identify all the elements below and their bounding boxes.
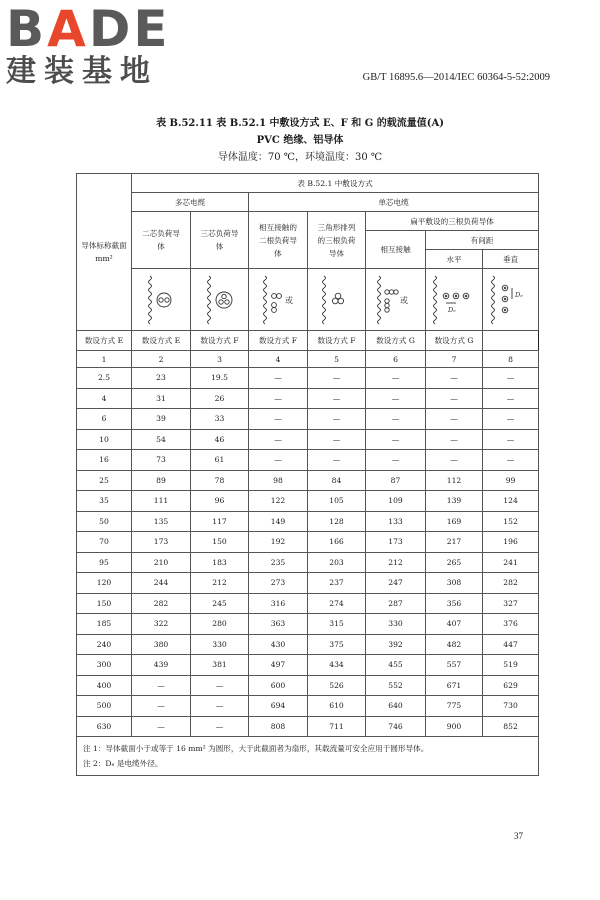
ampacity-cell: 84 (308, 470, 366, 491)
table-title: 表 B.52.11 表 B.52.1 中敷设方式 E、F 和 G 的载流量值(A) (156, 118, 444, 129)
diagram-vertical-spaced-icon (483, 269, 539, 331)
ampacity-cell: — (132, 696, 191, 717)
ampacity-cell: 381 (191, 655, 249, 676)
header-vertical: 垂直 (483, 250, 539, 269)
ampacity-cell: 447 (483, 634, 539, 655)
method-label: 数设方式 F (249, 331, 308, 351)
ampacity-cell: 150 (191, 532, 249, 553)
ampacity-cell: 26 (191, 388, 249, 409)
cross-section-cell: 240 (77, 634, 132, 655)
diagram-touching-two-icon (249, 269, 308, 331)
cross-section-cell: 150 (77, 593, 132, 614)
note-2: 注 2：Dₑ 是电缆外径。 (83, 759, 163, 768)
table-body (77, 368, 539, 737)
ampacity-cell: 265 (426, 552, 483, 573)
ampacity-cell: 196 (483, 532, 539, 553)
ampacity-cell: 54 (132, 429, 191, 450)
ampacity-cell: 316 (249, 593, 308, 614)
table-title-block (0, 116, 600, 165)
ampacity-cell: 135 (132, 511, 191, 532)
ampacity-cell: 133 (366, 511, 426, 532)
ampacity-cell: 23 (132, 368, 191, 389)
header-trefoil-three: 三角形排列的三根负荷导体 (308, 212, 366, 269)
cross-section-cell: 50 (77, 511, 132, 532)
ampacity-cell: — (308, 429, 366, 450)
ampacity-cell: 430 (249, 634, 308, 655)
ampacity-cell: 152 (483, 511, 539, 532)
note-1: 注 1：导体截面小于或等于 16 mm² 为圆形，大于此截面者为扇形，其载流量可安全应用于圆形导体。 (83, 744, 429, 753)
ampacity-cell: 322 (132, 614, 191, 635)
method-label: 数设方式 F (191, 331, 249, 351)
ampacity-cell: 640 (366, 696, 426, 717)
ampacity-cell: 455 (366, 655, 426, 676)
ampacity-cell: 629 (483, 675, 539, 696)
ampacity-cell: 117 (191, 511, 249, 532)
cross-section-cell: 500 (77, 696, 132, 717)
ampacity-cell: — (483, 368, 539, 389)
svg-text:或: 或 (399, 295, 408, 305)
column-number: 6 (366, 351, 426, 368)
ampacity-cell: 775 (426, 696, 483, 717)
ampacity-cell: — (191, 696, 249, 717)
ampacity-cell: 308 (426, 573, 483, 594)
ampacity-cell: 96 (191, 491, 249, 512)
table-row (77, 491, 539, 512)
ampacity-cell: 376 (483, 614, 539, 635)
cross-section-cell: 16 (77, 450, 132, 471)
diagram-flat-touching-icon (366, 269, 426, 331)
ampacity-cell: — (366, 388, 426, 409)
ampacity-cell: — (308, 388, 366, 409)
method-row (77, 331, 539, 351)
row-header-cell: 导体标称截面 mm² (77, 174, 132, 331)
ampacity-cell: 105 (308, 491, 366, 512)
table-row (77, 655, 539, 676)
ampacity-cell: — (132, 675, 191, 696)
header-two-core: 二芯负荷导体 (132, 212, 191, 269)
ampacity-cell: 746 (366, 716, 426, 737)
ampacity-cell: 99 (483, 470, 539, 491)
column-number-row (77, 351, 539, 368)
ampacity-cell: — (366, 368, 426, 389)
ampacity-cell: 212 (191, 573, 249, 594)
header-touching: 相互接触 (366, 231, 426, 269)
cross-section-cell: 185 (77, 614, 132, 635)
method-label: 数设方式 G (426, 331, 483, 351)
ampacity-cell: 39 (132, 409, 191, 430)
table-subtitle-temperature: 导体温度：70 ℃，环境温度：30 ℃ (217, 152, 383, 163)
ampacity-table (76, 173, 539, 776)
ampacity-cell: 139 (426, 491, 483, 512)
ampacity-cell: 356 (426, 593, 483, 614)
ampacity-cell: 122 (249, 491, 308, 512)
ampacity-cell: 900 (426, 716, 483, 737)
table-row (77, 614, 539, 635)
ampacity-cell: — (249, 388, 308, 409)
cross-section-cell: 70 (77, 532, 132, 553)
ampacity-cell: 192 (249, 532, 308, 553)
ampacity-cell: — (483, 450, 539, 471)
ampacity-cell: — (191, 716, 249, 737)
ampacity-cell: 149 (249, 511, 308, 532)
ampacity-cell: 19.5 (191, 368, 249, 389)
ampacity-cell: 128 (308, 511, 366, 532)
ampacity-cell: 78 (191, 470, 249, 491)
ampacity-cell: — (483, 388, 539, 409)
ampacity-cell: 203 (308, 552, 366, 573)
table-row (77, 409, 539, 430)
table-row (77, 368, 539, 389)
ampacity-cell: 375 (308, 634, 366, 655)
column-number: 3 (191, 351, 249, 368)
ampacity-cell: 482 (426, 634, 483, 655)
ampacity-cell: 439 (132, 655, 191, 676)
header-flat-three: 扁平敷设的三根负荷导体 (366, 212, 539, 231)
header-horizontal: 水平 (426, 250, 483, 269)
ampacity-cell: 273 (249, 573, 308, 594)
ampacity-cell: — (483, 429, 539, 450)
table-row (77, 388, 539, 409)
cross-section-cell: 95 (77, 552, 132, 573)
ampacity-cell: 31 (132, 388, 191, 409)
table-row (77, 634, 539, 655)
single-core-header: 单芯电缆 (249, 193, 539, 212)
ampacity-cell: 235 (249, 552, 308, 573)
ampacity-cell: 526 (308, 675, 366, 696)
svg-text:Dₑ: Dₑ (514, 290, 523, 299)
table-row (77, 532, 539, 553)
multi-core-header: 多芯电缆 (132, 193, 249, 212)
diagram-trefoil-icon (308, 269, 366, 331)
ampacity-cell: — (249, 450, 308, 471)
ampacity-cell: 124 (483, 491, 539, 512)
ampacity-cell: 46 (191, 429, 249, 450)
cross-section-cell: 6 (77, 409, 132, 430)
ampacity-cell: 173 (366, 532, 426, 553)
logo-subtitle: 建装基地 (6, 54, 158, 89)
ampacity-cell: 166 (308, 532, 366, 553)
ampacity-cell: 434 (308, 655, 366, 676)
ampacity-cell: 33 (191, 409, 249, 430)
ampacity-cell: 282 (132, 593, 191, 614)
method-label: 数设方式 E (132, 331, 191, 351)
ampacity-cell: 380 (132, 634, 191, 655)
ampacity-cell: — (191, 675, 249, 696)
ampacity-cell: — (249, 368, 308, 389)
column-number: 1 (77, 351, 132, 368)
header-spaced: 有间距 (426, 231, 539, 250)
method-label: 数设方式 G (366, 331, 426, 351)
ampacity-cell: 519 (483, 655, 539, 676)
ampacity-cell: — (366, 409, 426, 430)
table-row (77, 429, 539, 450)
ampacity-cell: 87 (366, 470, 426, 491)
ampacity-cell: — (249, 409, 308, 430)
ampacity-cell: — (366, 450, 426, 471)
ampacity-cell: 552 (366, 675, 426, 696)
ampacity-cell: 73 (132, 450, 191, 471)
method-label: 数设方式 F (308, 331, 366, 351)
table-row (77, 593, 539, 614)
ampacity-cell: 557 (426, 655, 483, 676)
ampacity-cell: — (426, 429, 483, 450)
svg-text:Dₑ: Dₑ (448, 305, 456, 314)
ampacity-cell: 244 (132, 573, 191, 594)
cross-section-cell: 400 (77, 675, 132, 696)
ampacity-cell: 330 (191, 634, 249, 655)
ampacity-cell: 109 (366, 491, 426, 512)
ampacity-cell: 111 (132, 491, 191, 512)
ampacity-cell: 61 (191, 450, 249, 471)
standard-number: GB/T 16895.6—2014/IEC 60364-5-52:2009 (362, 72, 550, 83)
ampacity-cell: — (308, 450, 366, 471)
ampacity-cell: — (426, 368, 483, 389)
table-row (77, 511, 539, 532)
table-row (77, 716, 539, 737)
ampacity-cell: 330 (366, 614, 426, 635)
cross-section-cell: 2.5 (77, 368, 132, 389)
diagram-horizontal-spaced-icon (426, 269, 483, 331)
logo-brand-text: BADE (6, 0, 171, 58)
ampacity-cell: 183 (191, 552, 249, 573)
ampacity-cell: 287 (366, 593, 426, 614)
ampacity-cell: — (308, 409, 366, 430)
ampacity-cell: 282 (483, 573, 539, 594)
table-subtitle-material: PVC 绝缘、铝导体 (256, 135, 344, 146)
table-notes (77, 737, 539, 776)
svg-text:或: 或 (285, 295, 293, 305)
cross-section-cell: 25 (77, 470, 132, 491)
top-header: 表 B.52.1 中敷设方式 (132, 174, 539, 193)
ampacity-cell: 392 (366, 634, 426, 655)
ampacity-cell: — (483, 409, 539, 430)
cross-section-cell: 35 (77, 491, 132, 512)
table-row (77, 470, 539, 491)
ampacity-cell: 407 (426, 614, 483, 635)
ampacity-cell: 327 (483, 593, 539, 614)
ampacity-cell: — (426, 388, 483, 409)
ampacity-cell: 280 (191, 614, 249, 635)
ampacity-cell: — (132, 716, 191, 737)
cross-section-cell: 300 (77, 655, 132, 676)
cross-section-cell: 10 (77, 429, 132, 450)
ampacity-cell: 315 (308, 614, 366, 635)
column-number: 8 (483, 351, 539, 368)
table-row (77, 450, 539, 471)
page-number: 37 (514, 831, 523, 841)
ampacity-cell: — (426, 450, 483, 471)
ampacity-cell: 852 (483, 716, 539, 737)
ampacity-cell: 497 (249, 655, 308, 676)
brand-logo (6, 0, 176, 89)
ampacity-cell: 98 (249, 470, 308, 491)
column-number: 5 (308, 351, 366, 368)
ampacity-cell: 711 (308, 716, 366, 737)
diagram-two-core-icon (132, 269, 191, 331)
ampacity-cell: 363 (249, 614, 308, 635)
cross-section-cell: 4 (77, 388, 132, 409)
ampacity-cell: 808 (249, 716, 308, 737)
ampacity-cell: — (426, 409, 483, 430)
column-number: 4 (249, 351, 308, 368)
column-number: 7 (426, 351, 483, 368)
ampacity-cell: 169 (426, 511, 483, 532)
ampacity-cell: 217 (426, 532, 483, 553)
ampacity-cell: 237 (308, 573, 366, 594)
table-row (77, 552, 539, 573)
diagram-three-core-icon (191, 269, 249, 331)
cross-section-cell: 630 (77, 716, 132, 737)
table-row (77, 573, 539, 594)
ampacity-cell: 247 (366, 573, 426, 594)
header-touching-two: 相互接触的二根负荷导体 (249, 212, 308, 269)
ampacity-cell: 610 (308, 696, 366, 717)
cross-section-cell: 120 (77, 573, 132, 594)
ampacity-cell: 241 (483, 552, 539, 573)
ampacity-cell: 274 (308, 593, 366, 614)
ampacity-cell: 600 (249, 675, 308, 696)
table-row (77, 696, 539, 717)
ampacity-cell: 694 (249, 696, 308, 717)
ampacity-cell: 245 (191, 593, 249, 614)
ampacity-cell: 89 (132, 470, 191, 491)
column-number: 2 (132, 351, 191, 368)
ampacity-cell: — (366, 429, 426, 450)
method-label: 数设方式 E (77, 331, 132, 351)
ampacity-cell: 210 (132, 552, 191, 573)
ampacity-cell: — (249, 429, 308, 450)
ampacity-cell: 173 (132, 532, 191, 553)
ampacity-cell: 671 (426, 675, 483, 696)
ampacity-cell: 112 (426, 470, 483, 491)
header-three-core: 三芯负荷导体 (191, 212, 249, 269)
ampacity-cell: 730 (483, 696, 539, 717)
ampacity-cell: — (308, 368, 366, 389)
table-row (77, 675, 539, 696)
ampacity-cell: 212 (366, 552, 426, 573)
